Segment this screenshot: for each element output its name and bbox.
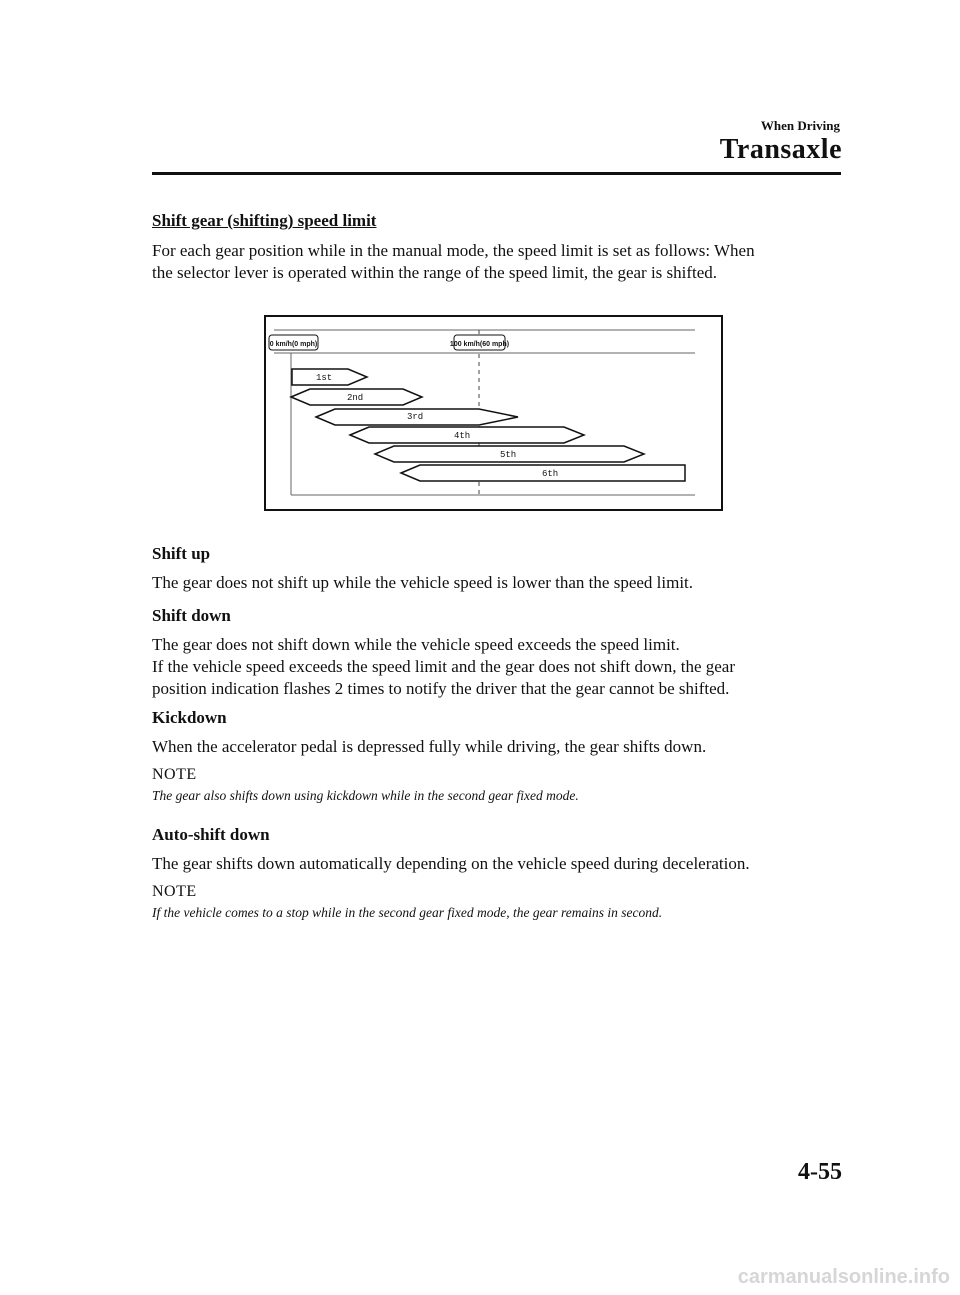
shift-down-line-2: If the vehicle speed exceeds the speed limit and the gear does not shift down, the gear [152, 657, 735, 676]
auto-shift-text: The gear shifts down automatically depending on the vehicle speed during deceleration. [152, 854, 750, 873]
speed-limit-section [152, 210, 842, 284]
shift-down-heading: Shift down [152, 606, 231, 625]
gear-label-2nd: 2nd [347, 393, 364, 403]
gear-label-5th: 5th [500, 450, 517, 460]
gear-label-4th: 4th [454, 431, 471, 441]
shift-down-body [152, 634, 842, 700]
gear-label-1st: 1st [316, 373, 333, 383]
section-name: When Driving [760, 118, 840, 133]
header-rule [152, 172, 841, 175]
speed-limit-heading: Shift gear (shifting) speed limit [152, 211, 377, 230]
kickdown-text: When the accelerator pedal is depressed fully while driving, the gear shifts down. [152, 737, 707, 756]
shift-up-text: The gear does not shift up while the vehicle speed is lower than the speed limit. [152, 573, 694, 592]
speed-limit-intro-line-2: the selector lever is operated within the range of the speed limit, the gear is shifted. [152, 263, 718, 282]
gear-label-6th: 6th [542, 469, 559, 479]
shift-up-heading: Shift up [152, 544, 211, 563]
shift-down-section [152, 605, 842, 627]
kickdown-heading: Kickdown [152, 708, 227, 727]
gear-label-3rd: 3rd [407, 412, 424, 422]
auto-shift-heading: Auto-shift down [152, 825, 270, 844]
kickdown-note-label: NOTE [152, 766, 197, 783]
shift-up-body [152, 572, 842, 594]
auto-shift-note-label: NOTE [152, 883, 197, 900]
speed-label-mid: 100 km/h(60 mph) [449, 341, 510, 348]
auto-shift-body [152, 853, 842, 875]
page-number: 4-55 [798, 1159, 842, 1185]
auto-shift-note-text: If the vehicle comes to a stop while in the second gear fixed mode, the gear remains in second. [152, 905, 663, 920]
shift-down-line-3: position indication flashes 2 times to notify the driver that the gear cannot be shifted. [152, 679, 730, 698]
auto-shift-section [152, 824, 842, 846]
page-title: Transaxle [719, 134, 842, 165]
shift-down-line-1: The gear does not shift down while the vehicle speed exceeds the speed limit. [152, 635, 680, 654]
speed-label-start: 0 km/h(0 mph) [269, 341, 318, 348]
watermark: carmanualsonline.info [737, 1266, 950, 1288]
gear-speed-diagram [264, 315, 723, 511]
kickdown-section [152, 707, 842, 729]
kickdown-note-text: The gear also shifts down using kickdown while in the second gear fixed mode. [152, 788, 579, 803]
shift-up-section [152, 543, 842, 565]
kickdown-body [152, 736, 842, 758]
speed-limit-intro-line-1: For each gear position while in the manual mode, the speed limit is set as follows: When [152, 241, 755, 260]
